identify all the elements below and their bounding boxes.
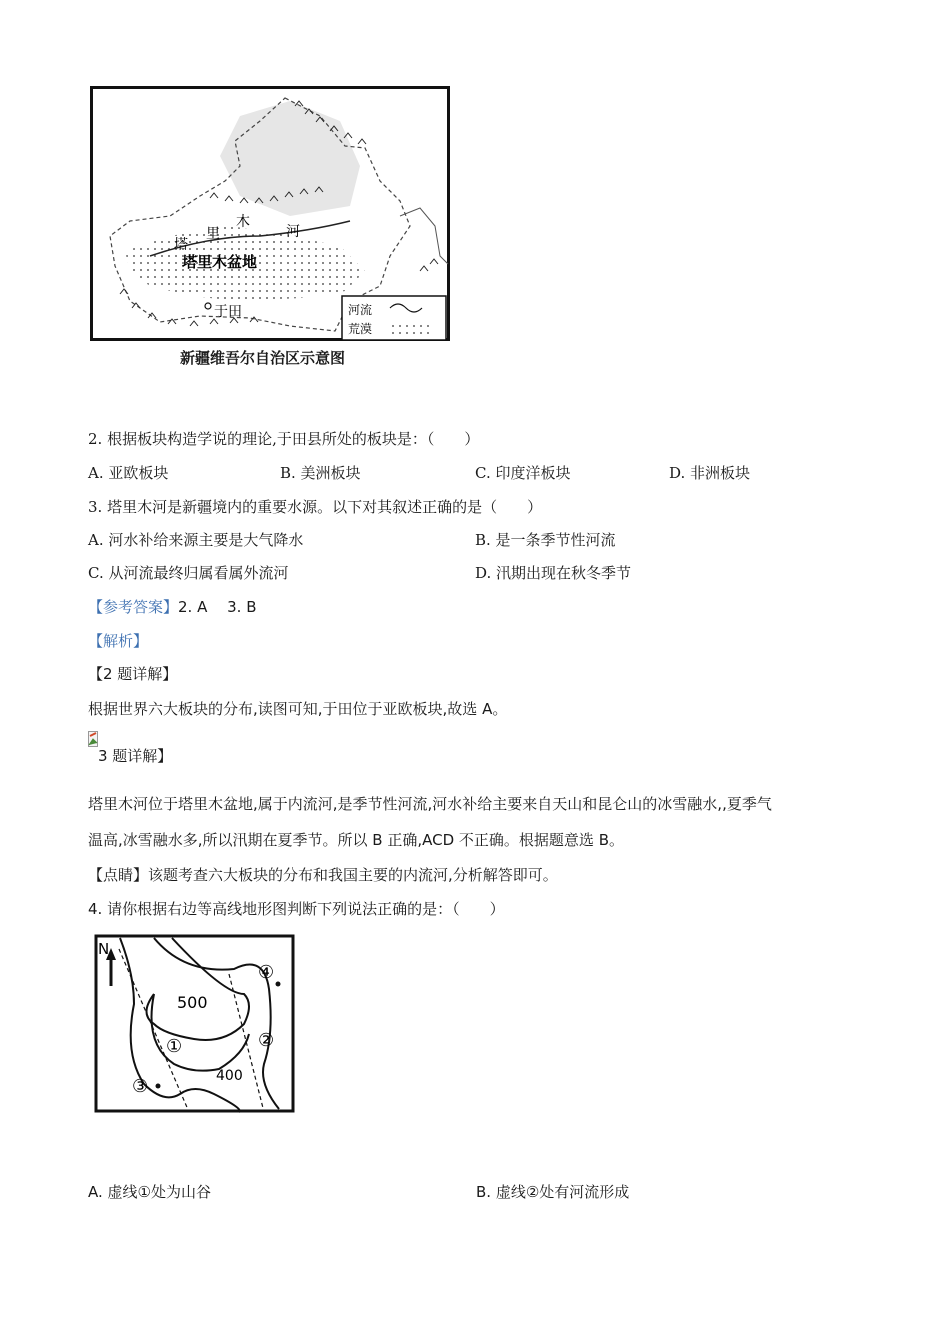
answer-value: 2. A 3. B: [178, 598, 257, 616]
marker-2: ②: [258, 1030, 275, 1051]
q2-option-d: D. 非洲板块: [669, 464, 751, 482]
legend-river-label: 河流: [348, 303, 373, 317]
q2-option-b: B. 美洲板块: [280, 464, 361, 482]
contour-map: [94, 934, 296, 1114]
xinjiang-map-figure: [90, 86, 452, 344]
analysis-label: 【解析】: [88, 632, 149, 650]
q3-option-c: C. 从河流最终归属看属外流河: [88, 564, 289, 582]
q3-detail-heading: 3 题详解】: [98, 747, 173, 765]
river-label-char-2: 里: [206, 226, 220, 242]
q3-option-a: A. 河水补给来源主要是大气降水: [88, 531, 304, 549]
marker-1: ①: [166, 1036, 183, 1057]
q4-option-b: B. 虚线②处有河流形成: [476, 1183, 630, 1201]
tip-text: 【点睛】该题考查六大板块的分布和我国主要的内流河,分析解答即可。: [88, 866, 558, 884]
q2-option-c: C. 印度洋板块: [475, 464, 571, 482]
marker-3: ③: [132, 1076, 149, 1097]
q4-option-a: A. 虚线①处为山谷: [88, 1183, 211, 1201]
contour-400-label: 400: [216, 1068, 243, 1084]
river-label-char-4: 河: [286, 224, 300, 240]
contour-map-figure: [94, 934, 296, 1114]
contour-500-label: 500: [177, 993, 208, 1012]
answer-label: 【参考答案】: [88, 598, 179, 616]
q4-stem: 4. 请你根据右边等高线地形图判断下列说法正确的是：（ ）: [88, 900, 505, 918]
river-label-char-3: 木: [236, 214, 250, 230]
marker-4: ④: [258, 962, 275, 983]
q3-detail-text-line1: 塔里木河位于塔里木盆地,属于内流河,是季节性河流,河水补给主要来自天山和昆仑山的冰雪融水,,夏季气: [88, 795, 772, 813]
answer-row: [88, 596, 257, 618]
basin-label: 塔里木盆地: [182, 253, 258, 271]
q2-detail-text: 根据世界六大板块的分布,读图可知,于田位于亚欧板块,故选 A。: [88, 700, 508, 718]
q3-option-b: B. 是一条季节性河流: [475, 531, 616, 549]
figure-caption: 新疆维吾尔自治区示意图: [180, 349, 346, 367]
xinjiang-map: [90, 86, 452, 344]
q2-stem: 2. 根据板块构造学说的理论,于田县所处的板块是：（ ）: [88, 430, 480, 448]
q2-detail-heading: 【2 题详解】: [88, 665, 178, 683]
north-label: N: [98, 940, 110, 958]
q2-option-a: A. 亚欧板块: [88, 464, 169, 482]
q3-option-d: D. 汛期出现在秋冬季节: [475, 564, 632, 582]
q3-stem: 3. 塔里木河是新疆境内的重要水源。以下对其叙述正确的是（ ）: [88, 498, 543, 516]
broken-image-icon: [88, 731, 98, 747]
legend-desert-label: 荒漠: [348, 322, 373, 336]
city-label: 于田: [214, 304, 242, 320]
q3-detail-text-line2: 温高,冰雪融水多,所以汛期在夏季节。所以 B 正确,ACD 不正确。根据题意选 B。: [88, 831, 624, 849]
river-label-char-1: 塔: [174, 237, 188, 253]
